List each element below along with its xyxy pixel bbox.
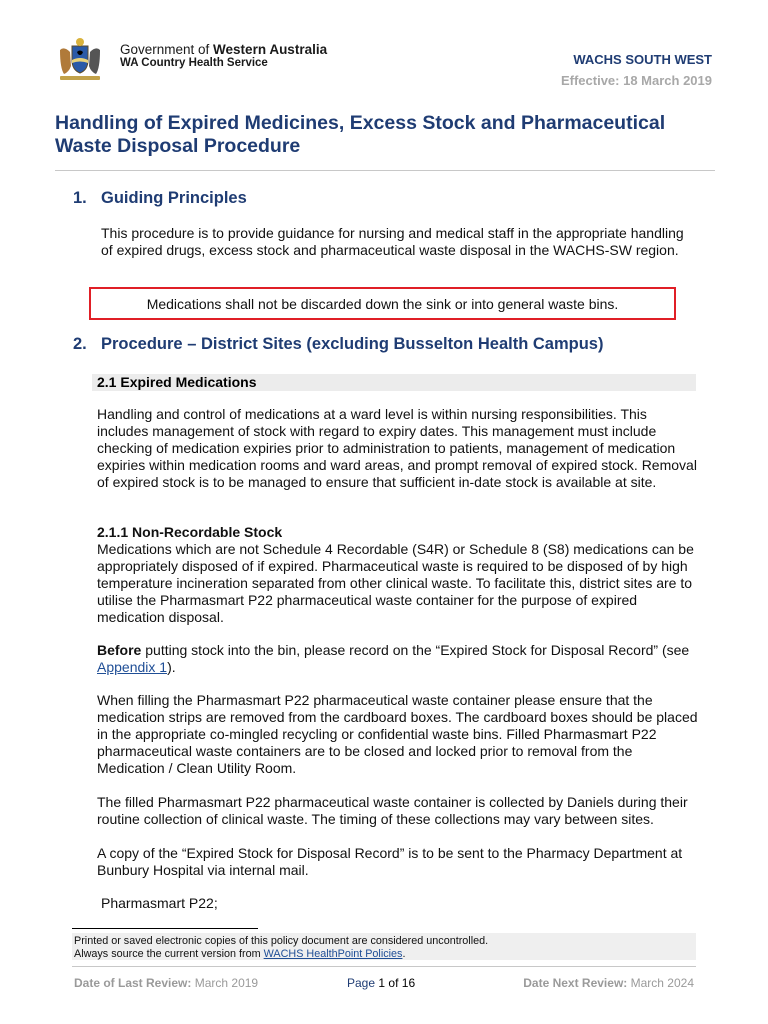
wa-government-crest-logo xyxy=(52,36,108,86)
warning-box xyxy=(89,287,676,320)
appendix-1-link[interactable]: Appendix 1 xyxy=(97,659,168,675)
paragraph-filling-container: When filling the Pharmasmart P22 pharmaceutical waste container please ensure that the medication strips are removed from the cardboard boxes. The cardboard boxes should be placed in the appropriate co-mingled recycling or confidential waste bins. Filled Pharmasmart P22 pharmaceutical waste containers are to be closed and locked prior to removal from the Medication / Clean Utility Room. xyxy=(97,692,698,776)
title-divider xyxy=(55,170,715,171)
paragraph-copy-record: A copy of the “Expired Stock for Disposal Record” is to be sent to the Pharmacy Department at Bunbury Hospital via internal mail. xyxy=(97,845,683,878)
footer-divider xyxy=(72,966,696,967)
paragraph-ward-handling: Handling and control of medications at a ward level is within nursing responsibilities. This includes management of stock with regard to expiry dates. This management must include checking of medication expiries prior to administration to patients, management of medication expiries within medication rooms and ward areas, and prompt removal of expired stock. Removal of expired stock is to be managed to ensure that sufficient in-date stock is available at site. xyxy=(97,406,697,490)
warning-text: Medications shall not be discarded down the sink or into general waste bins. xyxy=(146,295,619,312)
paragraph-pharmasmart: Pharmasmart P22; xyxy=(101,895,218,911)
subheading-non-recordable-stock: 2.1.1 Non-Recordable Stock xyxy=(97,524,283,540)
footnote-rule xyxy=(72,928,258,929)
last-review-date: Date of Last Review: March 2019 xyxy=(74,976,259,990)
section-1-body: This procedure is to provide guidance for nursing and medical staff in the appropriate handling of expired drugs, excess stock and pharmaceutical waste disposal in the WACHS-SW region. xyxy=(101,225,684,258)
paragraph-before-record: Before putting stock into the bin, please record on the “Expired Stock for Disposal Record” (see Appendix 1). xyxy=(97,642,690,675)
section-1-heading: 1. Guiding Principles xyxy=(73,189,247,207)
healthpoint-policies-link[interactable]: WACHS HealthPoint Policies xyxy=(263,947,403,960)
document-title: Handling of Expired Medicines, Excess Stock and Pharmaceutical Waste Disposal Procedure xyxy=(55,112,666,157)
paragraph-collection: The filled Pharmasmart P22 pharmaceutical waste container is collected by Daniels during their routine collection of clinical waste. The timing of these collections may vary between sites. xyxy=(97,794,688,827)
health-service-name: WA Country Health Service xyxy=(120,57,268,69)
footer-notice-line-2: Always source the current version from WACHS HealthPoint Policies. xyxy=(74,947,406,960)
region-label: WACHS SOUTH WEST xyxy=(573,52,712,67)
paragraph-non-recordable: Medications which are not Schedule 4 Recordable (S4R) or Schedule 8 (S8) medications can be appropriately disposed of if expired. Pharmaceutical waste is required to be disposed of by high temperature incineration separated from other clinical waste. To facilitate this, district sites are to utilise the Pharmasmart P22 pharmaceutical waste container for the purpose of expired medication disposal. xyxy=(97,541,694,625)
footer-notice xyxy=(74,935,488,960)
next-review-date: Date Next Review: March 2024 xyxy=(523,976,694,990)
government-name: Government of Western Australia xyxy=(120,42,328,57)
effective-date: Effective: 18 March 2019 xyxy=(560,73,712,88)
section-2-heading: 2. Procedure – District Sites (excluding Busselton Health Campus) xyxy=(73,335,604,353)
subheading-expired-medications: 2.1 Expired Medications xyxy=(97,374,257,390)
footer-notice-line-1: Printed or saved electronic copies of this policy document are considered uncontrolled. xyxy=(74,935,489,947)
page-number: Page 1 of 16 xyxy=(347,976,416,990)
